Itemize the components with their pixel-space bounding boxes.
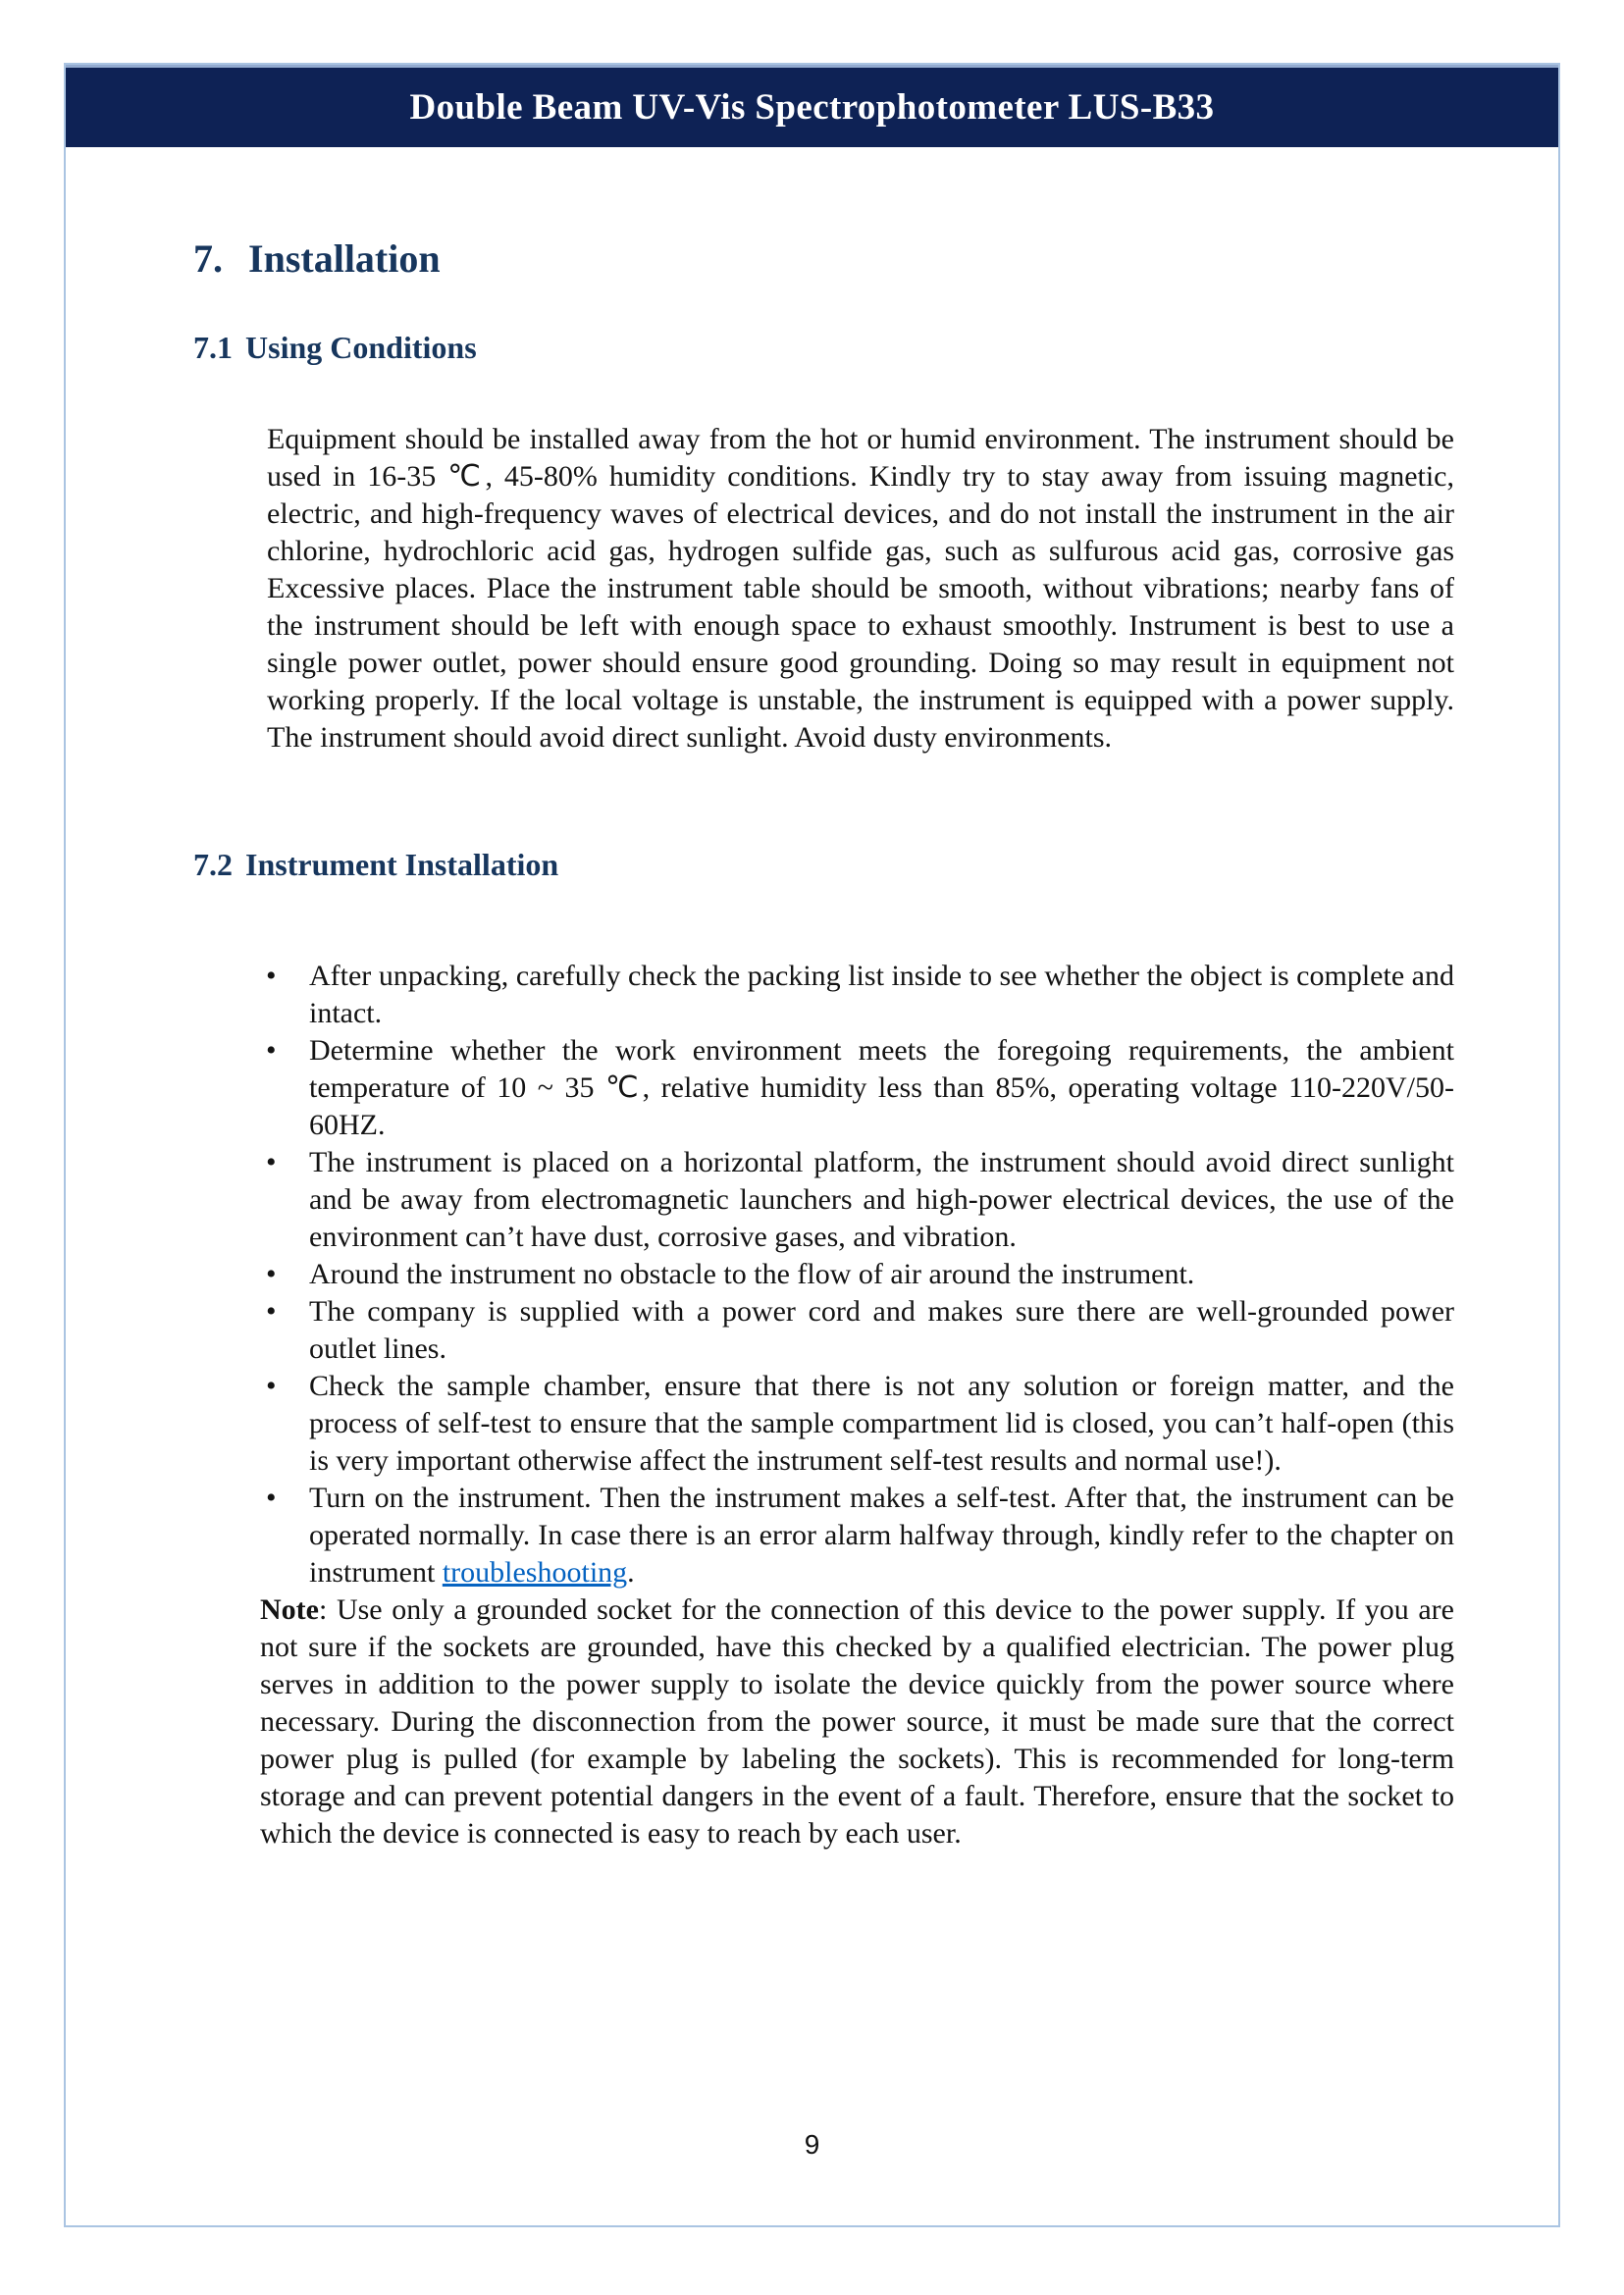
section-7-heading	[193, 237, 1558, 281]
list-item-sample-chamber: • Check the sample chamber, ensure that there is not any solution or foreign matter, and the process of self-test to ensure that the sample compartment lid is closed, you can’t half-open (this is very important otherwise affect the instrument self-test results and normal use!).	[309, 1368, 1454, 1480]
section-7-number: 7.	[193, 236, 223, 281]
installation-steps-list	[66, 958, 1454, 1591]
section-7-2-title: Instrument Installation	[245, 846, 559, 882]
section-7-2-number: 7.2	[193, 846, 233, 882]
self-test-text-end: .	[627, 1555, 635, 1589]
section-7-2-heading	[193, 847, 1558, 883]
section-7-title: Installation	[248, 236, 441, 281]
manual-page	[64, 63, 1560, 2227]
self-test-text: Turn on the instrument. Then the instrument makes a self-test. After that, the instrument can be operated normally. In case there is an error alarm halfway through, kindly refer to the chapter on instrument	[309, 1481, 1454, 1589]
list-item-power-cord: • The company is supplied with a power cord and makes sure there are well-grounded power outlet lines.	[309, 1293, 1454, 1368]
using-conditions-paragraph: Equipment should be installed away from the hot or humid environment. The instrument should be used in 16-35 ℃, 45-80% humidity conditions. Kindly try to stay away from issuing magnetic, electric, and high-frequency waves of electrical devices, and do not install the instrument in the air chlorine, hydrochloric acid gas, hydrogen sulfide gas, such as sulfurous acid gas, corrosive gas Excessive places. Place the instrument table should be smooth, without vibrations; nearby fans of the instrument should be left with enough space to exhaust smoothly. Instrument is best to use a single power outlet, power should ensure good grounding. Doing so may result in equipment not working properly. If the local voltage is unstable, the instrument is equipped with a power supply. The instrument should avoid direct sunlight. Avoid dusty environments.	[267, 422, 1454, 754]
note-body: : Use only a grounded socket for the connection of this device to the power supply. If you are not sure if the sockets are grounded, have this checked by a qualified electrician. The power plug serves in addition to the power supply to isolate the device quickly from the power source where necessary. During the disconnection from the power source, it must be made sure that the correct power plug is pulled (for example by labeling the sockets). This is recommended for long-term storage and can prevent potential dangers in the event of a fault. Therefore, ensure that the socket to which the device is connected is easy to reach by each user.	[260, 1592, 1454, 1850]
section-7-1-title: Using Conditions	[245, 330, 477, 365]
troubleshooting-link[interactable]: troubleshooting	[442, 1555, 628, 1589]
document-title: Double Beam UV-Vis Spectrophotometer LUS-B33	[409, 87, 1215, 128]
list-item-environment: • Determine whether the work environment meets the foregoing requirements, the ambient temperature of 10 ~ 35 ℃, relative humidity less than 85%, operating voltage 110-220V/50-60HZ.	[309, 1032, 1454, 1144]
list-item-airflow: • Around the instrument no obstacle to the flow of air around the instrument.	[309, 1256, 1454, 1293]
list-item-platform: • The instrument is placed on a horizontal platform, the instrument should avoid direct sunlight and be away from electromagnetic launchers and high-power electrical devices, the use of the environment can’t have dust, corrosive gases, and vibration.	[309, 1144, 1454, 1256]
list-item-unpacking: • After unpacking, carefully check the packing list inside to see whether the object is complete and intact.	[309, 958, 1454, 1032]
page-number: 9	[804, 2129, 820, 2160]
note-label: Note	[260, 1592, 319, 1626]
section-7-1-number: 7.1	[193, 330, 233, 365]
section-7-1-heading	[193, 330, 1558, 366]
list-item-self-test	[309, 1480, 1454, 1591]
page-header-bar	[66, 65, 1558, 147]
note-paragraph	[260, 1591, 1454, 1852]
